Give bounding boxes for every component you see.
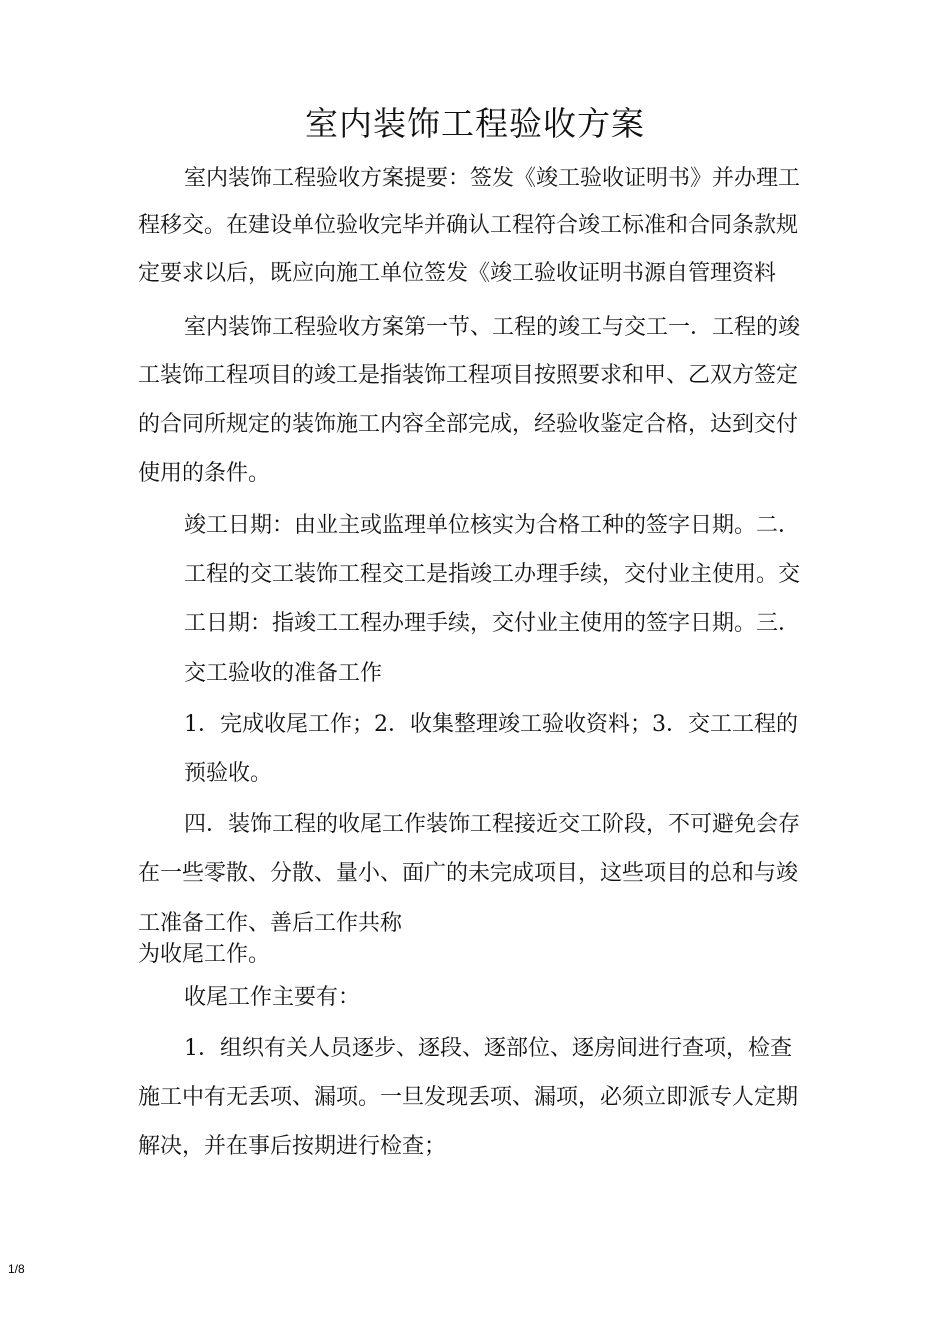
body-text-line: 交工验收的准备工作 — [184, 661, 383, 686]
body-text-line: 收尾工作主要有： — [184, 985, 361, 1010]
body-text-line: 的合同所规定的装饰施工内容全部完成，经验收鉴定合格，达到交付 — [138, 412, 799, 437]
body-text-line: 解决，并在事后按期进行检查； — [138, 1134, 447, 1159]
body-text-line: 1．组织有关人员逐步、逐段、逐部位、逐房间进行查项，检查 — [184, 1036, 792, 1061]
body-text-line: 预验收。 — [184, 761, 273, 786]
body-text-line: 在一些零散、分散、量小、面广的未完成项目，这些项目的总和与竣 — [138, 861, 799, 886]
body-text-line: 工程的交工装饰工程交工是指竣工办理手续，交付业主使用。交 — [184, 562, 801, 587]
body-text-line: 工准备工作、善后工作共称 — [138, 911, 403, 936]
body-text-line: 竣工日期：由业主或监理单位核实为合格工种的签字日期。二． — [184, 513, 801, 538]
body-text-line: 使用的条件。 — [138, 461, 271, 486]
body-text-line: 程移交。在建设单位验收完毕并确认工程符合竣工标准和合同条款规 — [138, 213, 799, 238]
body-text-line: 工装饰工程项目的竣工是指装饰工程项目按照要求和甲、乙双方签定 — [138, 363, 799, 388]
body-text-line: 为收尾工作。 — [138, 942, 271, 967]
body-text-line: 室内装饰工程验收方案第一节、工程的竣工与交工一．工程的竣 — [184, 315, 801, 340]
document-title: 室内装饰工程验收方案 — [305, 104, 645, 143]
page-number: 1/8 — [8, 1262, 25, 1276]
body-text-line: 室内装饰工程验收方案提要：签发《竣工验收证明书》并办理工 — [184, 166, 801, 191]
body-text-line: 1．完成收尾工作；2．收集整理竣工验收资料；3．交工工程的 — [184, 712, 798, 737]
body-text-line: 定要求以后，既应向施工单位签发《竣工验收证明书源自管理资料 — [138, 261, 777, 286]
body-text-line: 施工中有无丢项、漏项。一旦发现丢项、漏项，必须立即派专人定期 — [138, 1085, 799, 1110]
body-text-line: 四．装饰工程的收尾工作装饰工程接近交工阶段，不可避免会存 — [184, 812, 801, 837]
body-text-line: 工日期：指竣工工程办理手续，交付业主使用的签字日期。三． — [184, 611, 801, 636]
